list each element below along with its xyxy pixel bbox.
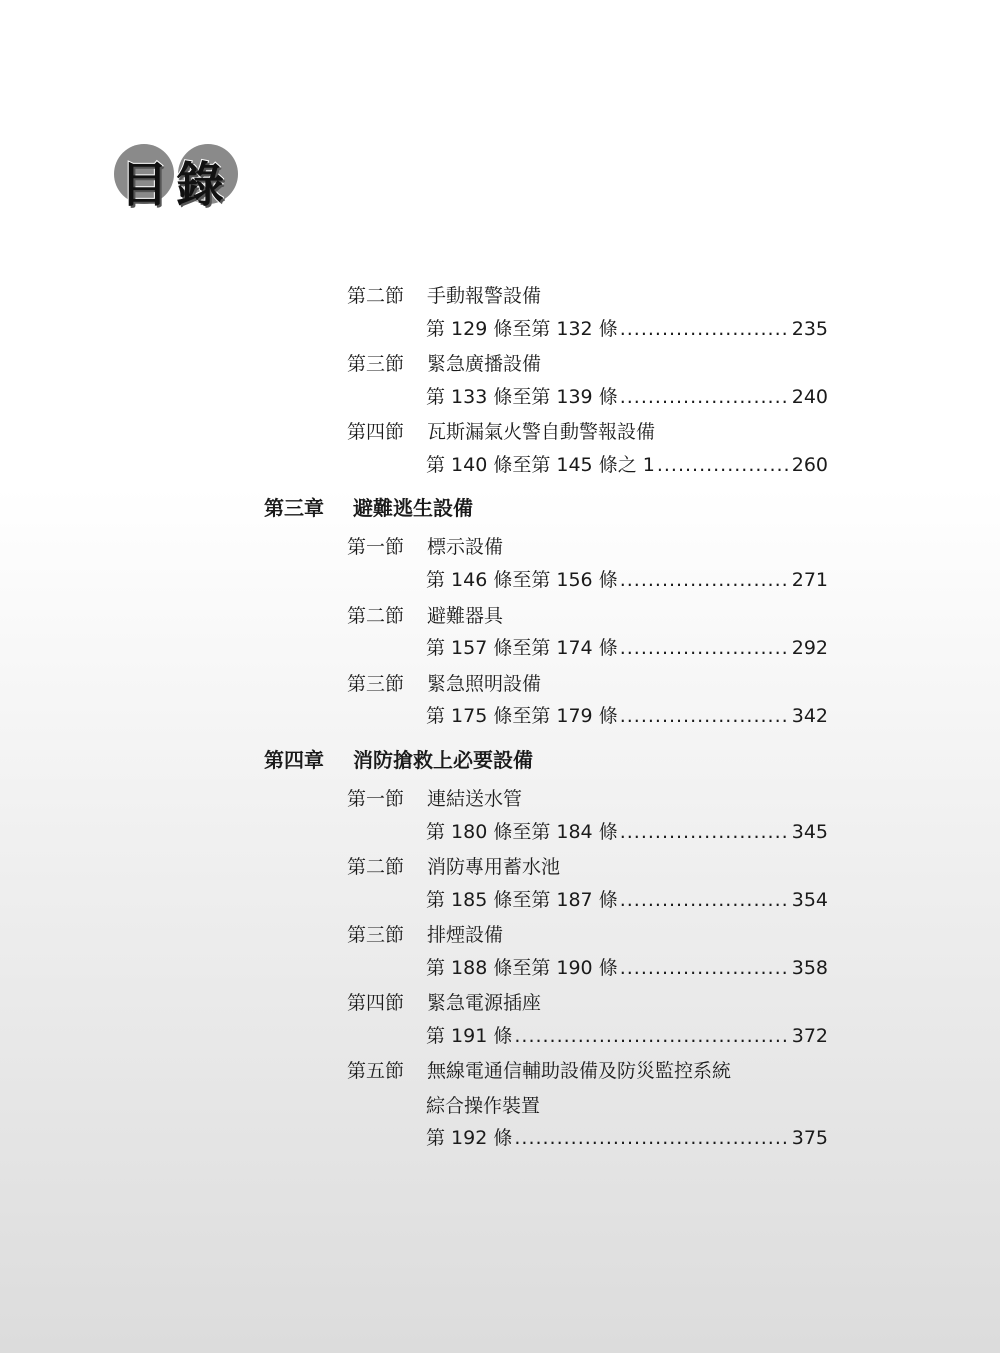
chapter-label: 第三章: [264, 496, 324, 520]
entry-range: 第 133 條至第 139 條: [426, 386, 618, 408]
toc-section[interactable]: [347, 672, 542, 696]
dot-leader: [620, 888, 790, 912]
section-title: 瓦斯漏氣火警自動警報設備: [427, 421, 656, 443]
toc-chapter[interactable]: [264, 748, 533, 772]
entry-page: 271: [791, 569, 828, 591]
entry-page: 345: [791, 821, 828, 843]
toc-entry[interactable]: [426, 704, 828, 728]
toc-entry[interactable]: [426, 385, 828, 409]
entry-range: 第 180 條至第 184 條: [426, 821, 618, 843]
section-title: 排煙設備: [427, 924, 504, 946]
dot-leader: [620, 820, 790, 844]
section-label: 第四節: [347, 421, 405, 443]
section-label: 第一節: [347, 788, 405, 810]
toc-section[interactable]: [347, 420, 656, 444]
toc-entry[interactable]: [426, 317, 828, 341]
entry-range: 第 191 條: [426, 1025, 513, 1047]
section-label: 第四節: [347, 992, 405, 1014]
entry-range: 第 129 條至第 132 條: [426, 318, 618, 340]
toc-entry[interactable]: [426, 956, 828, 980]
entry-range: 第 157 條至第 174 條: [426, 637, 618, 659]
dot-leader: [657, 453, 790, 477]
entry-range: 第 140 條至第 145 條之 1: [426, 454, 655, 476]
section-label: 第三節: [347, 673, 405, 695]
toc-entry[interactable]: [426, 1024, 828, 1048]
toc-section[interactable]: [347, 535, 504, 559]
section-title: 手動報警設備: [427, 285, 542, 307]
section-label: 第二節: [347, 856, 405, 878]
entry-page: 358: [791, 957, 828, 979]
entry-page: 375: [791, 1127, 828, 1149]
section-label: 第二節: [347, 285, 405, 307]
chapter-title: 消防搶救上必要設備: [352, 748, 533, 772]
entry-page: 342: [791, 705, 828, 727]
toc-entry[interactable]: [426, 888, 828, 912]
entry-page: 260: [791, 454, 828, 476]
dot-leader: [620, 568, 790, 592]
entry-page: 354: [791, 889, 828, 911]
toc-entry[interactable]: [426, 1126, 828, 1150]
entry-range: 第 192 條: [426, 1127, 513, 1149]
section-label: 第二節: [347, 605, 405, 627]
entry-page: 235: [791, 318, 828, 340]
entry-range: 第 175 條至第 179 條: [426, 705, 618, 727]
section-label: 第三節: [347, 924, 405, 946]
entry-page: 372: [791, 1025, 828, 1047]
toc-section[interactable]: [347, 991, 542, 1015]
section-label: 第一節: [347, 536, 405, 558]
entry-range: 第 146 條至第 156 條: [426, 569, 618, 591]
dot-leader: [620, 956, 790, 980]
entry-range: 第 185 條至第 187 條: [426, 889, 618, 911]
section-title: 避難器具: [427, 605, 504, 627]
dot-leader: [620, 317, 790, 341]
section-title: 標示設備: [427, 536, 504, 558]
section-title: 無線電通信輔助設備及防災監控系統: [427, 1060, 732, 1082]
toc-entry[interactable]: [426, 453, 828, 477]
toc-entry[interactable]: [426, 820, 828, 844]
chapter-title: 避難逃生設備: [352, 496, 473, 520]
toc-section[interactable]: [347, 604, 504, 628]
section-title-continuation: 綜合操作裝置: [426, 1095, 541, 1117]
toc-chapter[interactable]: [264, 496, 473, 520]
toc-section[interactable]: [347, 923, 504, 947]
page-title: 目錄: [120, 157, 233, 213]
toc-heading: [112, 140, 242, 213]
section-title: 連結送水管: [427, 788, 523, 810]
toc-section[interactable]: [347, 855, 561, 879]
dot-leader: [514, 1126, 789, 1150]
section-title: 緊急照明設備: [427, 673, 542, 695]
toc-section[interactable]: [347, 1059, 732, 1083]
toc-entry[interactable]: [426, 568, 828, 592]
section-title: 緊急電源插座: [427, 992, 542, 1014]
toc-entry[interactable]: [426, 636, 828, 660]
section-label: 第五節: [347, 1060, 405, 1082]
toc-section[interactable]: [347, 352, 542, 376]
toc-section[interactable]: [347, 787, 523, 811]
entry-range: 第 188 條至第 190 條: [426, 957, 618, 979]
toc-section[interactable]: [347, 284, 542, 308]
dot-leader: [514, 1024, 789, 1048]
dot-leader: [620, 385, 790, 409]
entry-page: 292: [791, 637, 828, 659]
dot-leader: [620, 704, 790, 728]
dot-leader: [620, 636, 790, 660]
section-title: 緊急廣播設備: [427, 353, 542, 375]
entry-page: 240: [791, 386, 828, 408]
section-label: 第三節: [347, 353, 405, 375]
chapter-label: 第四章: [264, 748, 324, 772]
section-title: 消防專用蓄水池: [427, 856, 561, 878]
